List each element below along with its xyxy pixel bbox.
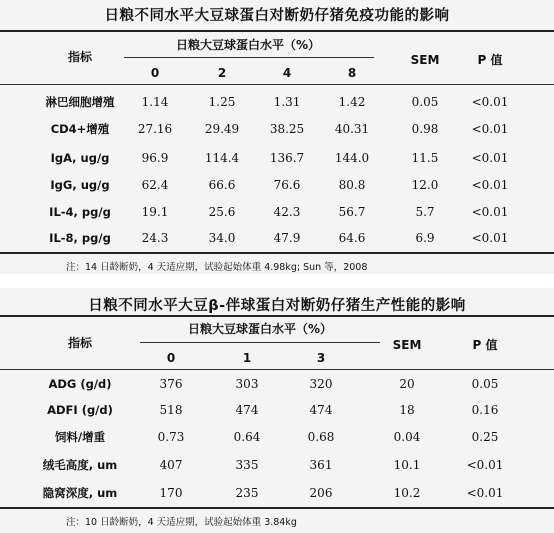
- table1-cell: 29.49: [204, 122, 240, 136]
- table1-header-p: P 值: [477, 53, 503, 67]
- table2-cell: 320: [309, 377, 333, 391]
- table1-cell: 76.6: [273, 178, 301, 192]
- table1-p: <0.01: [471, 231, 509, 245]
- table1-cell: 38.25: [269, 122, 305, 136]
- table1-row-label: IgA, ug/g: [50, 151, 110, 165]
- table1-sem: 12.0: [411, 178, 439, 192]
- table2-panel: [0, 288, 554, 533]
- table2-level-1: 1: [242, 351, 252, 365]
- table1-cell: 62.4: [141, 178, 169, 192]
- table1-cell: 19.1: [141, 205, 169, 219]
- table2-sem: 10.2: [393, 486, 421, 500]
- table1-sem: 6.9: [415, 231, 435, 245]
- table2-cell: 0.68: [307, 430, 335, 444]
- table2-row-label: ADFI (g/d): [47, 403, 113, 417]
- table2-cell: 0.73: [157, 430, 185, 444]
- table2-header-group: 日粮大豆球蛋白水平（%）: [187, 322, 333, 336]
- table1-header-group: 日粮大豆球蛋白水平（%）: [175, 38, 321, 52]
- table2-p: 0.25: [471, 430, 499, 444]
- table2-cell: 474: [235, 403, 259, 417]
- table2-cell: 376: [159, 377, 183, 391]
- table2-cell: 235: [235, 486, 259, 500]
- table2-row-label: ADG (g/d): [48, 377, 112, 391]
- table2-bottom-rule: [0, 507, 554, 509]
- table2-title: 日粮不同水平大豆β-伴球蛋白对断奶仔猪生产性能的影响: [88, 298, 466, 314]
- table1-sem: 5.7: [415, 205, 435, 219]
- table2-cell: 0.64: [233, 430, 261, 444]
- table1-cell: 42.3: [273, 205, 301, 219]
- table1-cell: 27.16: [137, 122, 173, 136]
- table1-row-label: IL-8, pg/g: [49, 231, 111, 245]
- table1-cell: 66.6: [208, 178, 236, 192]
- table2-row-label: 饲料/增重: [54, 430, 106, 444]
- table1-cell: 64.6: [338, 231, 366, 245]
- table2-p: <0.01: [466, 458, 504, 472]
- table2-cell: 170: [159, 486, 183, 500]
- table1-p: <0.01: [471, 95, 509, 109]
- table2-sem: 0.04: [393, 430, 421, 444]
- table1-header-sem: SEM: [410, 53, 440, 67]
- table1-row-label: IL-4, pg/g: [49, 205, 111, 219]
- table2-p: 0.05: [471, 377, 499, 391]
- table2-note: 注：10 日龄断奶，4 天适应期，试验起始体重 3.84kg: [66, 517, 297, 528]
- table1-cell: 25.6: [208, 205, 236, 219]
- table1-level-1: 2: [217, 66, 227, 80]
- table1-cell: 96.9: [141, 151, 169, 165]
- table1-sem: 0.05: [411, 95, 439, 109]
- table1-p: <0.01: [471, 122, 509, 136]
- table1-p: <0.01: [471, 151, 509, 165]
- table2-sem: 18: [399, 403, 415, 417]
- table1-p: <0.01: [471, 205, 509, 219]
- table1-cell: 1.25: [208, 95, 236, 109]
- table1-cell: 24.3: [141, 231, 169, 245]
- table1-header-indicator: 指标: [67, 50, 92, 64]
- table2-sem: 20: [399, 377, 415, 391]
- table2-cell: 303: [235, 377, 259, 391]
- table1-header-rule: [0, 84, 554, 85]
- table1-cell: 1.14: [141, 95, 169, 109]
- table2-row-label: 隐窝深度, um: [42, 486, 118, 500]
- table1-cell: 114.4: [204, 151, 240, 165]
- table1-cell: 1.42: [338, 95, 366, 109]
- table1-cell: 34.0: [208, 231, 236, 245]
- table1-level-2: 4: [282, 66, 292, 80]
- table2-level-0: 0: [166, 351, 176, 365]
- table1-note: 注：14 日龄断奶，4 天适应期，试验起始体重 4.98kg; Sun 等，2008: [66, 262, 368, 273]
- table2-row-label: 绒毛高度, um: [42, 458, 118, 472]
- table1-cell: 136.7: [269, 151, 305, 165]
- table1-row-label: IgG, ug/g: [50, 178, 110, 192]
- table1-bottom-rule: [0, 252, 554, 254]
- table1-sem: 0.98: [411, 122, 439, 136]
- table2-cell: 335: [235, 458, 259, 472]
- table2-cell: 361: [309, 458, 333, 472]
- table2-sem: 10.1: [393, 458, 421, 472]
- table2-p: <0.01: [466, 486, 504, 500]
- table2-header-p: P 值: [472, 338, 498, 352]
- table2-header-indicator: 指标: [67, 336, 92, 350]
- table2-cell: 206: [309, 486, 333, 500]
- table2-cell: 474: [309, 403, 333, 417]
- table1-level-0: 0: [150, 66, 160, 80]
- table1-cell: 80.8: [338, 178, 366, 192]
- table1-top-rule: [0, 30, 554, 32]
- table2-level-2: 3: [316, 351, 326, 365]
- table2-cell: 518: [159, 403, 183, 417]
- table2-group-underline: [140, 342, 380, 343]
- table1-title: 日粮不同水平大豆球蛋白对断奶仔猪免疫功能的影响: [104, 8, 450, 24]
- table1-cell: 47.9: [273, 231, 301, 245]
- table1-cell: 144.0: [334, 151, 370, 165]
- table2-top-rule: [0, 315, 554, 317]
- table1-row-label: CD4+增殖: [50, 122, 110, 136]
- table2-cell: 407: [159, 458, 183, 472]
- table2-header-rule: [0, 369, 554, 370]
- table1-row-label: 淋巴细胞增殖: [45, 95, 115, 109]
- table1-cell: 40.31: [334, 122, 370, 136]
- table1-sem: 11.5: [411, 151, 439, 165]
- table1-cell: 1.31: [273, 95, 301, 109]
- table1-group-underline: [124, 57, 374, 58]
- table2-header-sem: SEM: [392, 338, 422, 352]
- table1-cell: 56.7: [338, 205, 366, 219]
- table1-p: <0.01: [471, 178, 509, 192]
- table2-p: 0.16: [471, 403, 499, 417]
- table1-level-3: 8: [347, 66, 357, 80]
